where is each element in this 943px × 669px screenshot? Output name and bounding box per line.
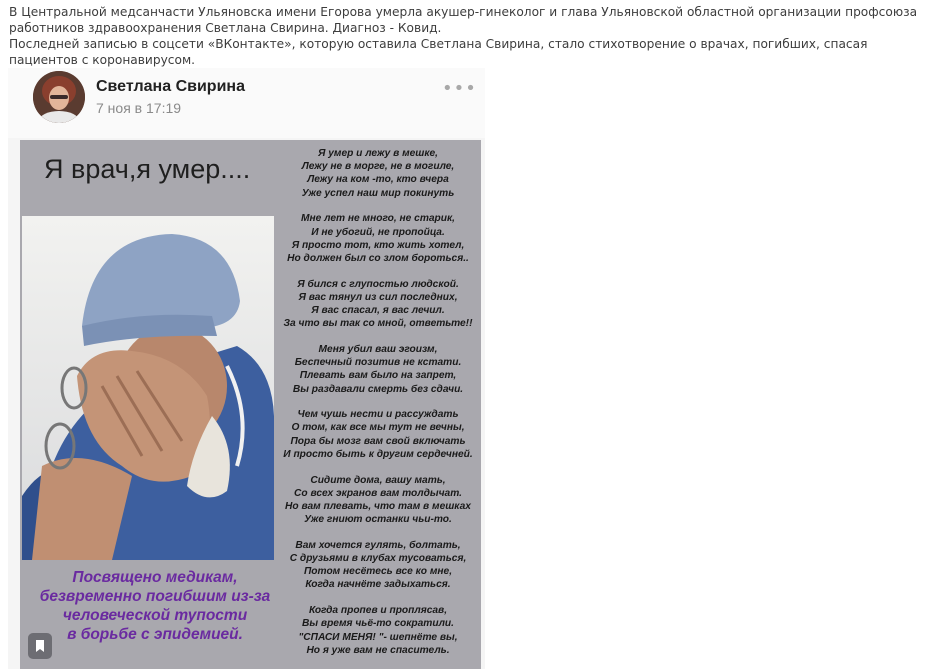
poem-stanza: [278, 343, 478, 396]
more-options-icon[interactable]: •••: [442, 78, 477, 99]
poem-line: Плевать вам было на запрет,: [299, 370, 457, 382]
poem-stanza: [278, 539, 478, 592]
poem-stanza: [278, 408, 478, 461]
vk-post: [8, 68, 485, 669]
poem-line: Но я уже вам не спаситель.: [306, 644, 450, 656]
dedication-line: Посвящено медикам,: [72, 569, 238, 586]
author-avatar[interactable]: [33, 71, 85, 123]
poem-line: Со всех экранов вам толдычат.: [294, 487, 462, 499]
poem-line: Вам хочется гулять, болтать,: [295, 539, 461, 551]
poem-line: Но должен был со злом бороться..: [287, 252, 469, 264]
save-bookmark-button[interactable]: [28, 633, 52, 659]
dedication-line: человеческой тупости: [62, 607, 248, 624]
poem-stanza: [278, 212, 478, 265]
poem-line: Уже гниют останки чьи-то.: [304, 514, 452, 526]
poem-line: "СПАСИ МЕНЯ! "- шепнёте вы,: [298, 631, 458, 643]
poem-line: Потом несётесь все ко мне,: [303, 566, 453, 578]
poem-line: Я бился с глупостью людской.: [297, 278, 459, 290]
poem-line: Пора бы мозг вам свой включать: [290, 435, 466, 447]
bookmark-icon: [28, 633, 52, 659]
post-time[interactable]: 7 ноя в 17:19: [96, 100, 182, 116]
poem-line: Когда пропев и проплясав,: [308, 605, 448, 617]
poem-text: [278, 147, 478, 669]
poem-stanza: [278, 474, 478, 527]
poem-line: Но вам плевать, что там в мешках: [285, 500, 471, 512]
poem-line: Лежу не в морге, не в могиле,: [301, 161, 455, 173]
poem-line: За что вы так со мной, ответьте!!: [283, 318, 473, 330]
poem-line: Вы время чьё-то сократили.: [302, 618, 454, 630]
poem-line: Лежу на ком -то, кто вчера: [307, 174, 449, 186]
poem-image[interactable]: [20, 140, 481, 669]
dedication-line: в борьбе с эпидемией.: [67, 626, 243, 643]
doctor-photo: [22, 216, 274, 560]
article-text: [9, 4, 939, 68]
poem-line: Я просто тот, кто жить хотел,: [291, 239, 465, 251]
poem-line: Меня убил ваш эгоизм,: [318, 343, 438, 355]
poem-line: Вы раздавали смерть без сдачи.: [292, 383, 464, 395]
poem-line: И просто быть к другим сердечней.: [283, 448, 473, 460]
poem-line: Уже успел наш мир покинуть: [301, 187, 455, 199]
poem-line: Чем чушь нести и рассуждать: [297, 409, 459, 421]
poem-stanza: [278, 278, 478, 331]
poem-stanza: [278, 147, 478, 200]
poem-line: И не убогий, не пропойца.: [311, 226, 445, 238]
poem-line: Я вас тянул из сил последних,: [298, 291, 458, 303]
dedication-text: [30, 568, 280, 644]
dedication-line: безвременно погибшим из-за: [39, 588, 271, 605]
poem-line: Когда начнёте задыхаться.: [305, 579, 451, 591]
author-name[interactable]: Светлана Свирина: [96, 78, 245, 95]
article-paragraph: Последней записью в соцсети «ВКонтакте», которую оставила Светлана Свирина, стало стихотворение о врачах, погибших, спасая пациентов с коронавирусом.: [9, 37, 868, 67]
article-paragraph: В Центральной медсанчасти Ульяновска имени Егорова умерла акушер-гинеколог и глава Ульяновской областной организации профсоюза работников здравоохранения Светлана Свирина. Диагноз - Ковид.: [9, 5, 918, 35]
poem-line: Беспечный позитив не кстати.: [294, 357, 462, 369]
poem-line: О том, как все мы тут не вечны,: [291, 422, 465, 434]
poem-line: Я умер и лежу в мешке,: [318, 148, 438, 159]
poem-line: С друзьями в клубах тусоваться,: [289, 553, 467, 565]
poem-stanza: [278, 604, 478, 657]
poem-line: Я вас спасал, я вас лечил.: [311, 305, 445, 317]
poem-line: Мне лет не много, не старик,: [300, 213, 455, 225]
post-header: [8, 68, 485, 138]
poem-line: Сидите дома, вашу мать,: [310, 474, 446, 486]
poster-title: Я врач,я умер....: [44, 154, 251, 184]
